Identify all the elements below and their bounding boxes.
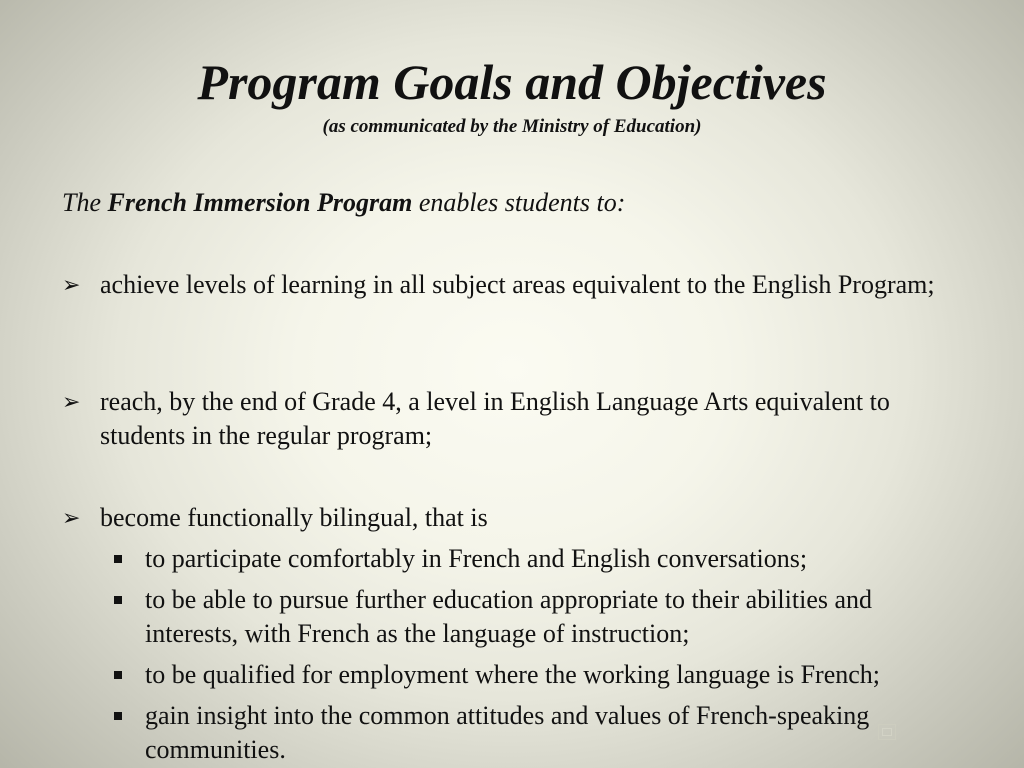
square-bullet-icon xyxy=(114,671,122,679)
bullet-text: achieve levels of learning in all subject areas equivalent to the English Program; xyxy=(100,270,935,299)
slide-subtitle: (as communicated by the Ministry of Education) xyxy=(322,116,702,137)
sub-bullet-text: to be able to pursue further education appropriate to their abilities and interests, with French as the language of instruction; xyxy=(145,585,873,648)
slide-nav-icon[interactable] xyxy=(878,724,896,740)
intro-emphasis: French Immersion Program xyxy=(107,188,413,217)
sub-bullet-text: gain insight into the common attitudes and values of French-speaking communities. xyxy=(145,701,870,764)
sub-bullet-item xyxy=(113,699,963,767)
intro-suffix: enables students to: xyxy=(412,188,626,217)
sub-bullet-item xyxy=(113,658,963,692)
sub-bullet-text: to be qualified for employment where the working language is French; xyxy=(145,660,881,689)
intro-text xyxy=(62,186,625,220)
bullet-item xyxy=(62,385,962,453)
square-bullet-icon xyxy=(114,596,122,604)
sub-bullet-item xyxy=(113,542,963,576)
sub-bullet-item xyxy=(113,583,963,651)
sub-bullet-text: to participate comfortably in French and English conversations; xyxy=(145,544,808,573)
square-bullet-icon xyxy=(114,712,122,720)
bullet-item xyxy=(62,501,962,535)
arrowhead-bullet-icon: ➢ xyxy=(62,272,81,297)
intro-prefix: The xyxy=(62,188,108,217)
slide-title: Program Goals and Objectives xyxy=(197,54,827,110)
bullet-item xyxy=(62,268,962,302)
square-bullet-icon xyxy=(114,555,122,563)
bullet-text: become functionally bilingual, that is xyxy=(100,503,488,532)
arrowhead-bullet-icon: ➢ xyxy=(62,505,81,530)
bullet-text: reach, by the end of Grade 4, a level in English Language Arts equivalent to students in the regular program; xyxy=(100,387,890,450)
arrowhead-bullet-icon: ➢ xyxy=(62,389,81,414)
